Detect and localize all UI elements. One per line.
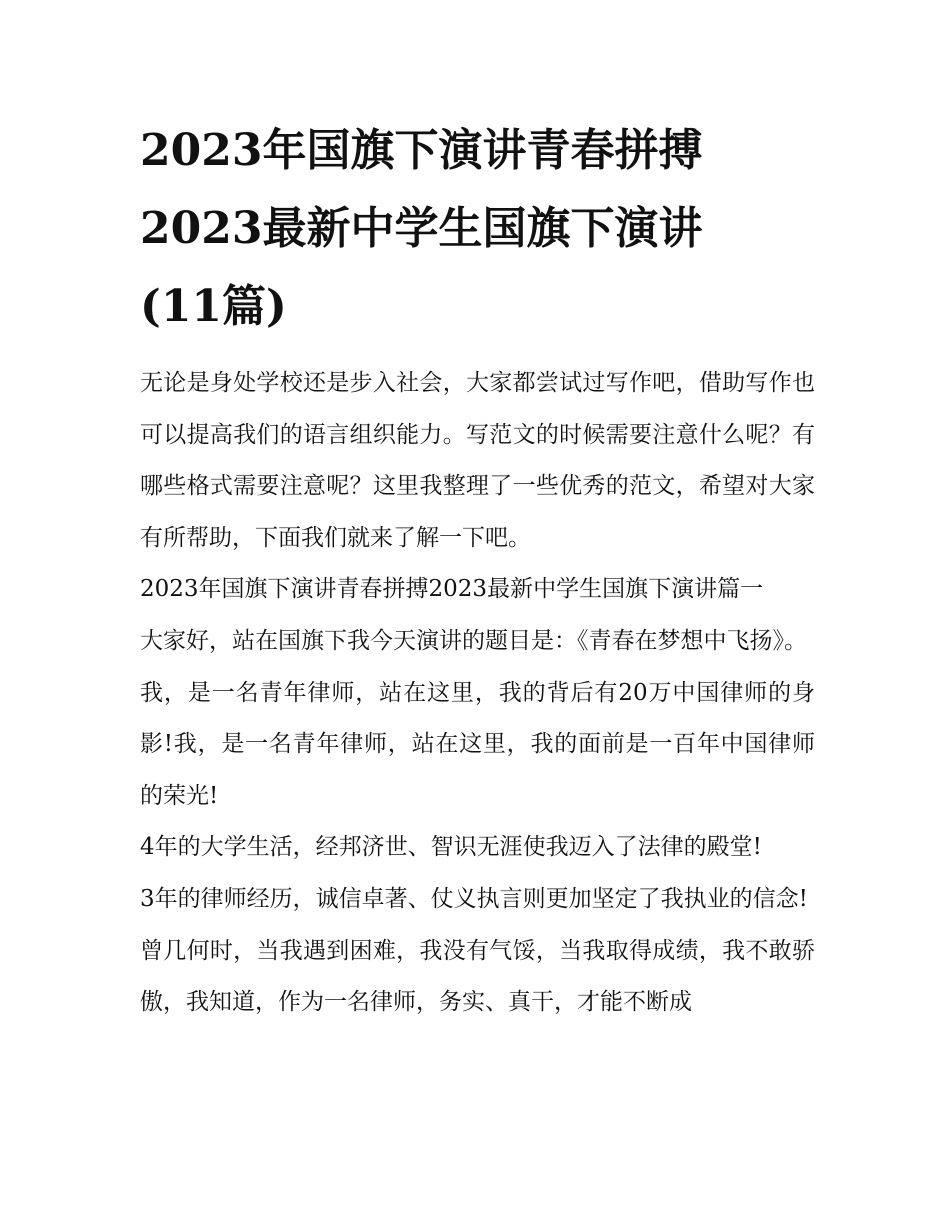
document-body bbox=[140, 358, 815, 1029]
title-line-1: 2023年国旗下演讲青春拼搏 bbox=[140, 125, 703, 176]
university-paragraph: 4年的大学生活，经邦济世、智识无涯使我迈入了法律的殿堂! bbox=[140, 834, 762, 861]
document-page bbox=[140, 112, 815, 1029]
title-line-3: (11篇) bbox=[140, 281, 287, 332]
section-heading: 2023年国旗下演讲青春拼搏2023最新中学生国旗下演讲篇一 bbox=[140, 576, 764, 603]
document-title bbox=[140, 112, 815, 346]
lawyer-paragraph: 我，是一名青年律师，站在这里，我的背后有20万中国律师的身影!我，是一名青年律师，站在这里，我的面前是一百年中国律师的荣光! bbox=[140, 679, 815, 809]
intro-paragraph: 无论是身处学校还是步入社会，大家都尝试过写作吧，借助写作也可以提高我们的语言组织能力。写范文的时候需要注意什么呢？有哪些格式需要注意呢？这里我整理了一些优秀的范文，希望对大家有所帮助，下面我们就来了解一下吧。 bbox=[140, 370, 815, 551]
reflection-paragraph: 曾几何时，当我遇到困难，我没有气馁，当我取得成绩，我不敢骄傲，我知道，作为一名律师，务实、真干，才能不断成 bbox=[140, 937, 815, 1016]
experience-paragraph: 3年的律师经历，诚信卓著、仗义执言则更加坚定了我执业的信念! bbox=[140, 885, 808, 912]
greeting-paragraph: 大家好，站在国旗下我今天演讲的题目是：《青春在梦想中飞扬》。 bbox=[140, 627, 807, 654]
title-line-2: 2023最新中学生国旗下演讲 bbox=[140, 203, 703, 254]
